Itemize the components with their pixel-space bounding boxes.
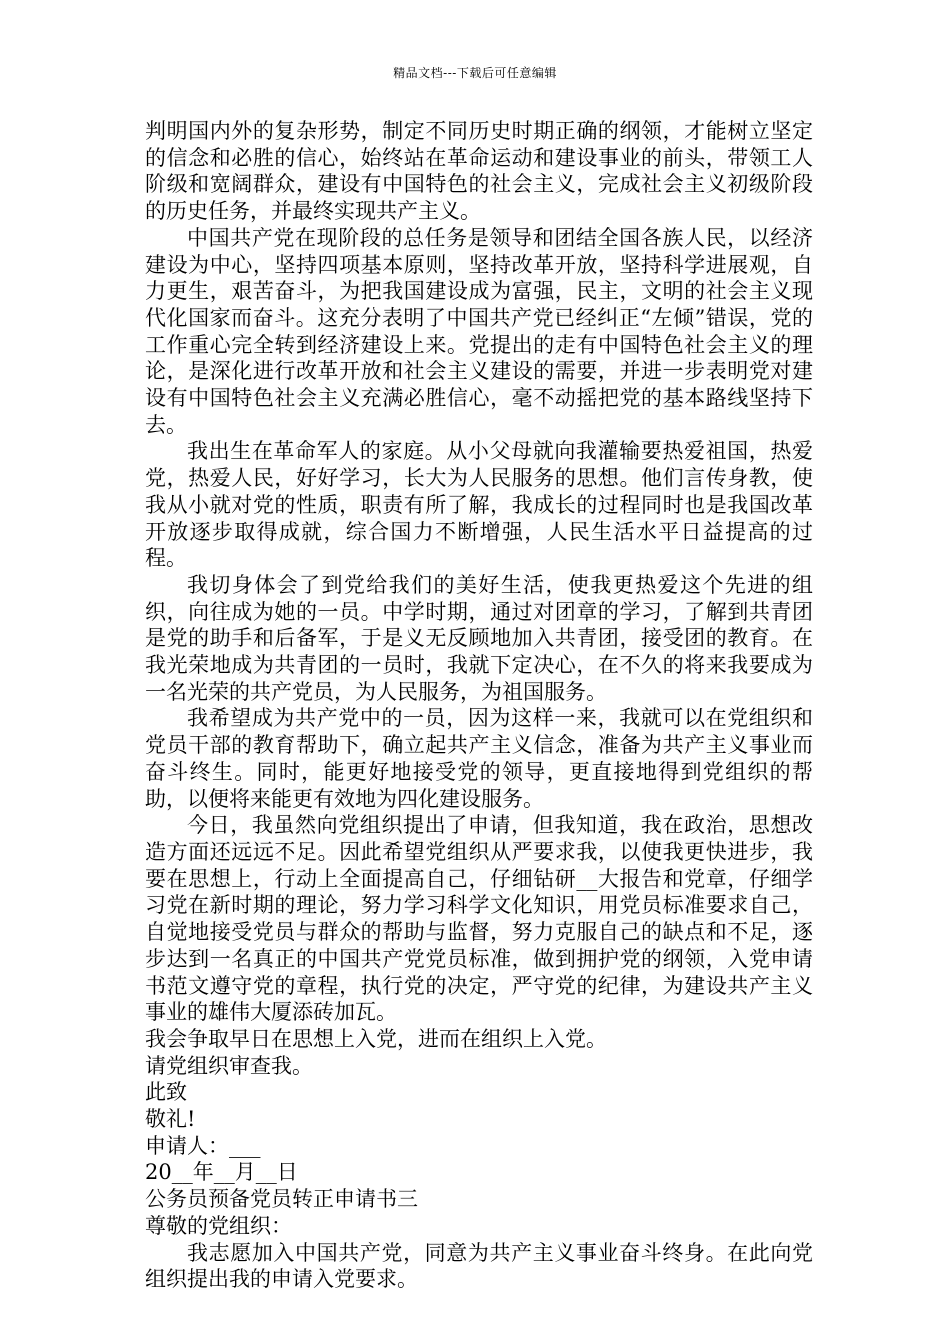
greeting: 尊敬的党组织： — [145, 1213, 292, 1238]
salutation-cizhi: 此致 — [145, 1080, 187, 1105]
document-body — [145, 118, 813, 1293]
review-request: 请党组织审查我。 — [145, 1053, 313, 1078]
applicant-line: 申请人：___ — [145, 1133, 261, 1158]
closing-commitment: 我会争取早日在思想上入党，进而在组织上入党。 — [145, 1026, 607, 1051]
salutation-jingli: 敬礼! — [145, 1107, 196, 1132]
paragraph-4: 我切身体会了到党给我们的美好生活，使我更热爱这个先进的组织，向往成为她的一员。中学时期，通过对团章的学习，了解到共青团是党的助手和后备军，于是义无反顾地加入共青团，接受团的教育。在我光荣地成为共青团的一员时，我就下定决心，在不久的将来我要成为一名光荣的共产党员，为人民服务，为祖国服务。 — [145, 572, 813, 704]
paragraph-6: 今日，我虽然向党组织提出了申请，但我知道，我在政治，思想改造方面还远远不足。因此希望党组织从严要求我，以使我更快进步，我要在思想上，行动上全面提高自己，仔细钻研__大报告和党章，仔细学习党在新时期的理论，努力学习科学文化知识，用党员标准要求自己，自觉地接受党员与群众的帮助与监督，努力克服自己的缺点和不足，逐步达到一名真正的中国共产党党员标准，做到拥护党的纲领，入党申请书范文遵守党的章程，执行党的决定，严守党的纪律，为建设共产主义事业的雄伟大厦添砖加瓦。 — [145, 813, 813, 1025]
paragraph-1: 判明国内外的复杂形势，制定不同历史时期正确的纲领，才能树立坚定的信念和必胜的信心，始终站在革命运动和建设事业的前头，带领工人阶级和宽阔群众，建设有中国特色的社会主义，完成社会主义初级阶段的历史任务，并最终实现共产主义。 — [145, 119, 813, 224]
paragraph-5: 我希望成为共产党中的一员，因为这样一来，我就可以在党组织和党员干部的教育帮助下，确立起共产主义信念，准备为共产主义事业而奋斗终生。同时，能更好地接受党的领导，更直接地得到党组织的帮助，以便将来能更有效地为四化建设服务。 — [145, 706, 813, 811]
date-line: 20__年__月__日 — [145, 1160, 298, 1185]
section-title: 公务员预备党员转正申请书三 — [145, 1187, 418, 1212]
page-header: 精品文档---下载后可任意编辑 — [393, 66, 557, 80]
paragraph-2: 中国共产党在现阶段的总任务是领导和团结全国各族人民，以经济建设为中心，坚持四项基本原则，坚持改革开放，坚持科学进展观，自力更生，艰苦奋斗，为把我国建设成为富强，民主，文明的社会主义现代化国家而奋斗。这充分表明了中国共产党已经纠正“左倾”错误，党的工作重心完全转到经济建设上来。党提出的走有中国特色社会主义的理论，是深化进行改革开放和社会主义建设的需要，并进一步表明党对建设有中国特色社会主义充满必胜信心，毫不动摇把党的基本路线坚持下去。 — [145, 225, 813, 437]
paragraph-3: 我出生在革命军人的家庭。从小父母就向我灌输要热爱祖国，热爱党，热爱人民，好好学习，长大为人民服务的思想。他们言传身教，使我从小就对党的性质，职责有所了解，我成长的过程同时也是我国改革开放逐步取得成就，综合国力不断增强，人民生活水平日益提高的过程。 — [145, 439, 813, 571]
paragraph-final: 我志愿加入中国共产党，同意为共产主义事业奋斗终身。在此向党组织提出我的申请入党要求。 — [145, 1240, 813, 1292]
